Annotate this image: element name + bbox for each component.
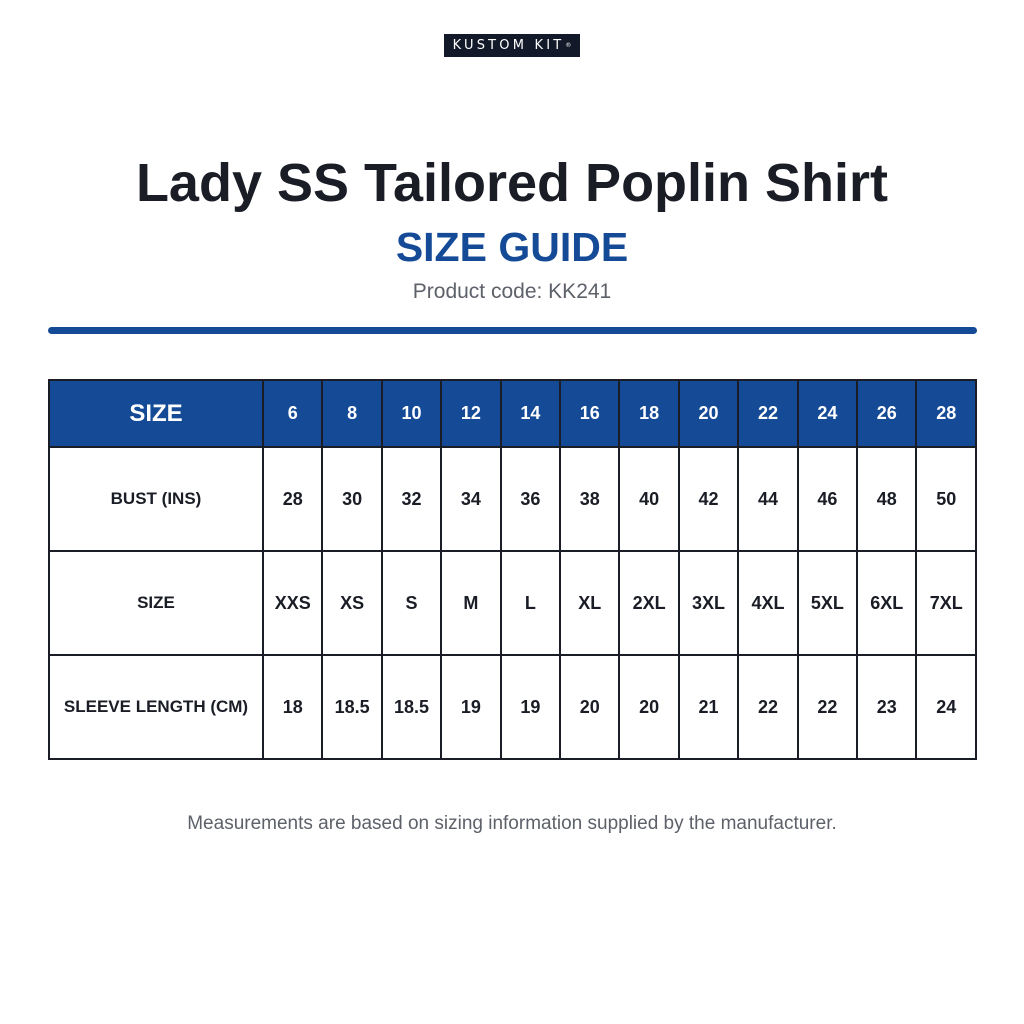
table-cell: 20: [560, 655, 619, 759]
brand-logo: [444, 34, 580, 57]
size-header-cell: 10: [382, 380, 441, 447]
size-header-cell: 8: [322, 380, 381, 447]
table-cell: 2XL: [619, 551, 678, 655]
table-header-size-label: SIZE: [49, 380, 263, 447]
size-header-cell: 6: [263, 380, 322, 447]
table-cell: 36: [501, 447, 560, 551]
table-cell: 34: [441, 447, 500, 551]
table-cell: 5XL: [798, 551, 857, 655]
size-header-cell: 26: [857, 380, 916, 447]
table-cell: 44: [738, 447, 797, 551]
table-cell: 42: [679, 447, 738, 551]
table-cell: 46: [798, 447, 857, 551]
table-cell: L: [501, 551, 560, 655]
size-header-cell: 24: [798, 380, 857, 447]
table-cell: 23: [857, 655, 916, 759]
table-cell: 50: [916, 447, 976, 551]
table-cell: 19: [441, 655, 500, 759]
size-header-cell: 14: [501, 380, 560, 447]
table-row-bust: [49, 447, 976, 551]
table-cell: 4XL: [738, 551, 797, 655]
table-cell: 20: [619, 655, 678, 759]
table-cell: 19: [501, 655, 560, 759]
table-cell: 6XL: [857, 551, 916, 655]
table-cell: 21: [679, 655, 738, 759]
table-cell: XXS: [263, 551, 322, 655]
table-cell: 3XL: [679, 551, 738, 655]
footnote: Measurements are based on sizing information supplied by the manufacturer.: [187, 813, 837, 834]
table-cell: 7XL: [916, 551, 976, 655]
size-header-cell: 20: [679, 380, 738, 447]
size-header-cell: 22: [738, 380, 797, 447]
table-cell: 40: [619, 447, 678, 551]
table-cell: 24: [916, 655, 976, 759]
table-row-size: [49, 551, 976, 655]
page-title: Lady SS Tailored Poplin Shirt: [135, 153, 889, 213]
size-header-cell: 12: [441, 380, 500, 447]
size-header-cell: 28: [916, 380, 976, 447]
table-cell: XL: [560, 551, 619, 655]
size-header-cell: 18: [619, 380, 678, 447]
table-header-row: [49, 380, 976, 447]
table-cell: 18.5: [382, 655, 441, 759]
registered-mark: ®: [565, 42, 572, 49]
brand-logo-text: KUSTOM KIT: [452, 38, 565, 53]
table-cell: 38: [560, 447, 619, 551]
table-cell: XS: [322, 551, 381, 655]
table-cell: 22: [798, 655, 857, 759]
product-code: Product code: KK241: [412, 280, 612, 303]
table-cell: 32: [382, 447, 441, 551]
table-cell: 18: [263, 655, 322, 759]
table-cell: 48: [857, 447, 916, 551]
table-cell: 18.5: [322, 655, 381, 759]
row-label: SIZE: [49, 551, 263, 655]
table-row-sleeve-length: [49, 655, 976, 759]
table-cell: 28: [263, 447, 322, 551]
table-cell: 22: [738, 655, 797, 759]
size-header-cell: 16: [560, 380, 619, 447]
table-cell: 30: [322, 447, 381, 551]
row-label: SLEEVE LENGTH (CM): [49, 655, 263, 759]
page-subtitle: SIZE GUIDE: [395, 224, 629, 270]
table-cell: M: [441, 551, 500, 655]
size-table: [48, 379, 977, 760]
row-label: BUST (INS): [49, 447, 263, 551]
table-cell: S: [382, 551, 441, 655]
divider: [48, 327, 977, 334]
